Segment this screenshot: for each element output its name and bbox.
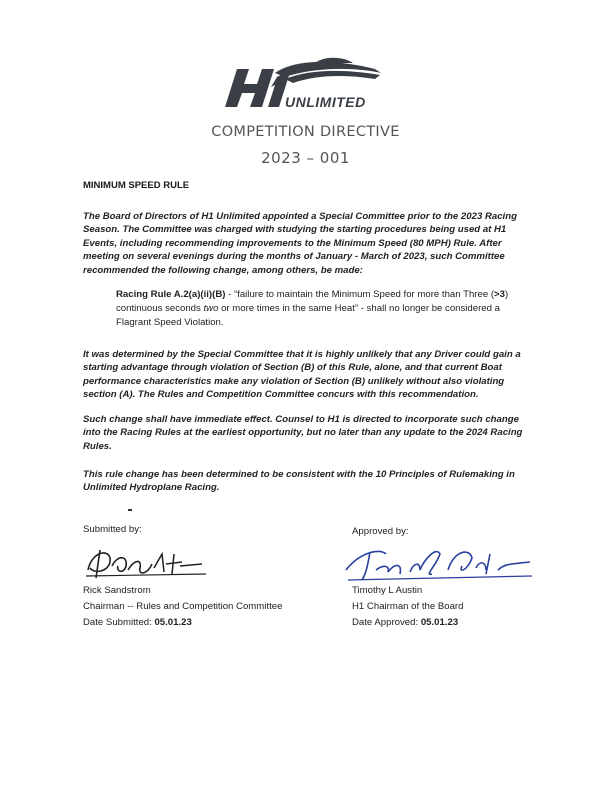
rule-quote	[116, 288, 516, 330]
determination-paragraph: It was determined by the Special Committee that it is highly unlikely that any Driver could gain a starting advantage through violation of Section (B) of this Rule, alone, and that current Boat performance characteristics make any violation of Section (B) unlikely without also violating section (A). The Rules and Competition Committee concurs with this recommendation.	[83, 349, 521, 401]
quote-text-2: ) continuous seconds	[116, 289, 509, 314]
approved-by-label: Approved by:	[352, 526, 409, 537]
submitter-title: Chairman -- Rules and Competition Committee	[83, 601, 283, 612]
rule-title: MINIMUM SPEED RULE	[83, 180, 190, 191]
approved-date-value: 05.01.23	[420, 617, 459, 628]
quote-text-1: - “failure to maintain the Minimum Speed for more than Three (	[225, 289, 495, 300]
stray-mark	[128, 509, 132, 511]
h1-unlimited-logo	[215, 55, 385, 115]
submitted-by-label: Submitted by:	[83, 524, 142, 535]
approved-date	[352, 615, 458, 631]
document-title: COMPETITION DIRECTIVE	[211, 124, 400, 140]
intro-paragraph: The Board of Directors of H1 Unlimited appointed a Special Committee prior to the 2023 Racing Season. The Committee was charged with studying the starting procedures being used at H1 Events, including recommending improvements to the Minimum Speed (80 MPH) Rule. After meeting on several evenings during the months of January - March of 2023, such Committee recommended the following change, among others, be made:	[83, 211, 517, 276]
approver-name: Timothy L Austin	[352, 585, 423, 596]
submitter-signature	[82, 540, 212, 582]
rule-reference: Racing Rule A.2(a)(ii)(B)	[116, 289, 226, 300]
submitted-date-value: 05.01.23	[154, 617, 192, 628]
consistency-paragraph: This rule change has been determined to be consistent with the 10 Principles of Rulemaking in Unlimited Hydroplane Racing.	[83, 469, 515, 494]
approver-signature	[340, 540, 540, 584]
submitted-date-label: Date Submitted:	[83, 617, 155, 628]
quote-bold: >3	[494, 289, 505, 300]
effect-paragraph: Such change shall have immediate effect. Counsel to H1 is directed to incorporate such change into the Racing Rules at the earliest opportunity, but no later than any update to the 2024 Racing Rules.	[83, 414, 523, 452]
logo-wordmark: UNLIMITED	[285, 94, 366, 110]
approver-title: H1 Chairman of the Board	[352, 601, 464, 612]
quote-text-3: or more times in the same Heat” - shall no longer be considered a Flagrant Speed Violation.	[116, 303, 500, 328]
submitter-name: Rick Sandstrom	[83, 585, 151, 596]
directive-number: 2023 – 001	[261, 149, 350, 167]
submitted-date	[83, 615, 192, 631]
approved-date-label: Date Approved:	[352, 617, 421, 628]
quote-italic: two	[203, 303, 219, 314]
